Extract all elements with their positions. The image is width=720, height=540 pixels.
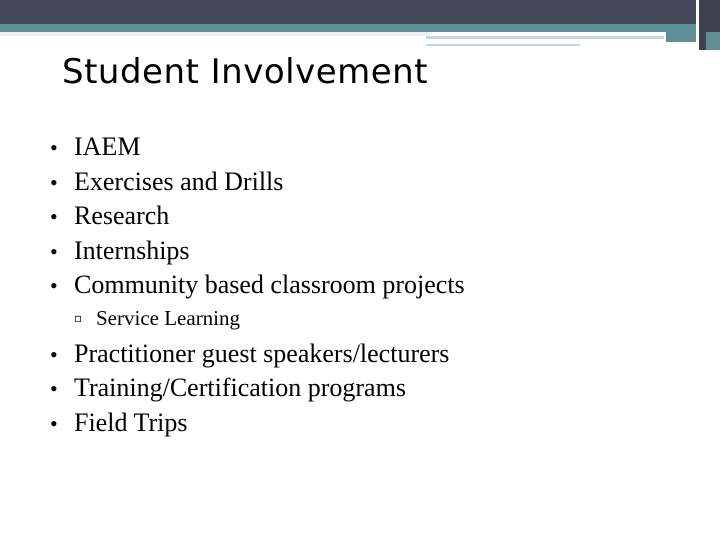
header-corner-block — [666, 32, 696, 42]
bullet-dot-icon: • — [50, 410, 58, 436]
bullet-text: Internships — [74, 235, 190, 265]
bullet-dot-icon: • — [50, 341, 58, 367]
header-corner-block-teal — [706, 32, 720, 50]
sub-bullet-item — [50, 304, 690, 335]
bullet-item — [50, 337, 690, 372]
bullet-dot-icon: • — [50, 169, 58, 195]
header-accent-line — [426, 36, 664, 39]
bullet-dot-icon: • — [50, 238, 58, 264]
bullet-dot-icon: • — [50, 204, 58, 229]
bullet-item — [50, 165, 690, 200]
header-bar-teal — [0, 24, 720, 32]
sub-bullet-text: Service Learning — [96, 305, 241, 330]
bullet-text: Field Trips — [74, 407, 188, 437]
bullet-dot-icon: • — [50, 135, 58, 160]
header-accent-line-thin — [426, 44, 580, 46]
bullet-dot-icon: • — [50, 376, 58, 401]
bullet-item — [50, 130, 690, 165]
header-bar-light — [0, 32, 430, 36]
bullet-item — [50, 406, 690, 441]
bullet-item — [50, 268, 690, 303]
bullet-item — [50, 199, 690, 234]
bullet-item — [50, 371, 690, 406]
bullet-text: Practitioner guest speakers/lecturers — [74, 338, 450, 368]
bullet-item — [50, 234, 690, 269]
slide-title: Student Involvement — [62, 52, 429, 92]
bullet-text: IAEM — [74, 132, 141, 161]
bullet-text: Research — [74, 201, 170, 230]
bullet-text: Exercises and Drills — [74, 166, 284, 196]
bullet-list — [50, 130, 690, 440]
slide-body — [50, 130, 690, 440]
bullet-text: Community based classroom projects — [74, 270, 465, 299]
bullet-dot-icon: • — [50, 273, 58, 298]
header-bar-dark — [0, 0, 720, 24]
bullet-text: Training/Certification programs — [74, 373, 406, 402]
sub-bullet-square-icon: ▫ — [74, 310, 83, 325]
